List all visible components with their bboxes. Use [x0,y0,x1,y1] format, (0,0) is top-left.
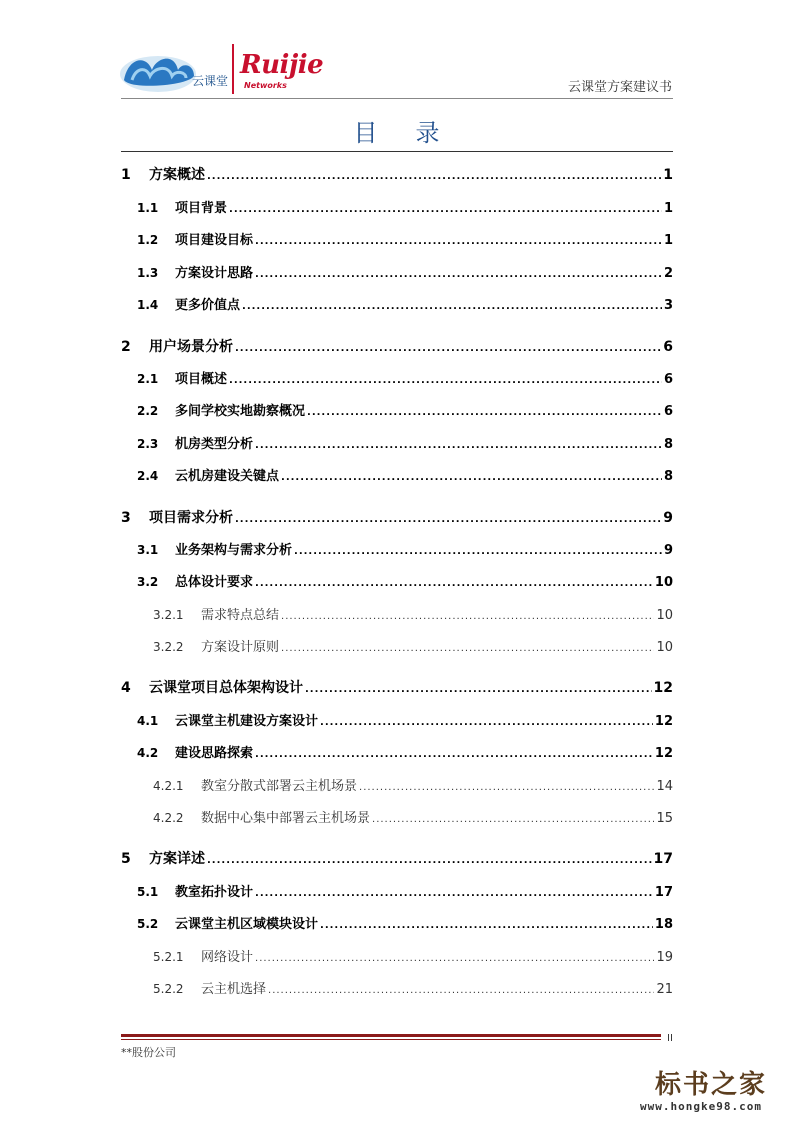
toc-entry[interactable] [121,807,673,827]
toc-dot-leader [229,204,662,215]
toc-dot-leader [281,643,654,654]
toc-dot-leader [281,472,662,483]
toc-dot-leader [320,920,653,931]
footer-divider-thin [121,1039,661,1040]
toc-entry-number: 1 [121,167,131,183]
toc-entry[interactable] [121,262,673,282]
toc-entry-number: 1.3 [137,266,159,280]
toc-dot-leader [255,953,654,964]
toc-entry-number: 4 [121,680,131,696]
toc-dot-leader [320,717,653,728]
toc-entry-page: 1 [663,233,673,248]
toc-dot-leader [207,855,652,866]
brand-subtitle: Networks [244,81,287,90]
toc-entry-page: 18 [654,917,673,932]
toc-entry-label: 更多价值点 [175,298,241,313]
toc-entry-page: 2 [663,266,673,281]
toc-entry-page: 9 [663,510,673,526]
toc-entry-page: 15 [656,811,673,826]
toc-entry-label: 云课堂项目总体架构设计 [149,680,303,696]
toc-entry-page: 10 [656,608,673,623]
toc-entry-label: 网络设计 [201,950,254,965]
toc-entry[interactable] [121,368,673,388]
logo-text: 云课堂 [192,74,229,88]
brand-name: Ruijie [240,50,324,80]
toc-entry[interactable] [121,400,673,420]
toc-entry-number: 3 [121,510,131,526]
toc-entry-label: 业务架构与需求分析 [175,543,293,558]
page-number: II [667,1033,673,1044]
toc-dot-leader [207,171,661,182]
toc-entry-label: 项目概述 [175,372,228,387]
toc-entry-number: 5.1 [137,885,159,899]
toc-dot-leader [255,888,653,899]
toc-entry[interactable] [121,539,673,559]
toc-dot-leader [255,578,653,589]
toc-entry-number: 5 [121,851,131,867]
toc-entry[interactable] [121,229,673,249]
toc-entry-page: 8 [663,469,673,484]
toc-entry-page: 9 [663,543,673,558]
toc-entry-label: 云课堂主机区域模块设计 [175,917,319,932]
toc-heading: 目录 [353,119,478,147]
toc-entry[interactable] [121,742,673,762]
toc-entry-label: 教室分散式部署云主机场景 [201,779,358,794]
toc-entry-number: 3.2 [137,575,159,589]
toc-entry-page: 17 [654,885,673,900]
toc-entry-page: 6 [663,404,673,419]
toc-dot-leader [229,375,662,386]
toc-entry[interactable] [121,848,673,868]
toc-entry-page: 8 [663,437,673,452]
watermark-title: 标书之家 [655,1070,768,1100]
footer-divider [121,1034,661,1037]
toc-entry[interactable] [121,507,673,527]
toc-entry-page: 12 [654,746,673,761]
toc-entry[interactable] [121,881,673,901]
toc-entry-label: 项目背景 [175,201,228,216]
toc-entry-page: 1 [663,167,673,183]
watermark-url: www.hongke98.com [640,1100,762,1113]
header-divider [121,98,673,99]
toc-entry-page: 21 [656,982,673,997]
toc-entry[interactable] [121,164,673,184]
toc-dot-leader [255,749,653,760]
company-name: **股份公司 [121,1046,176,1059]
toc-entry[interactable] [121,571,673,591]
toc-entry-label: 方案概述 [149,167,205,183]
toc-entry-number: 2.3 [137,437,159,451]
toc-entry-number: 3.2.1 [153,608,184,622]
toc-entry-number: 2.1 [137,372,159,386]
toc-entry-page: 10 [654,575,673,590]
toc-entry-page: 19 [656,950,673,965]
document-title: 云课堂方案建议书 [567,80,672,95]
toc-dot-leader [305,684,652,695]
toc-entry[interactable] [121,636,673,656]
toc-entry[interactable] [121,294,673,314]
toc-entry-label: 云课堂主机建设方案设计 [175,714,319,729]
toc-entry-label: 需求特点总结 [201,608,280,623]
toc-dot-leader [281,611,654,622]
toc-dot-leader [242,301,662,312]
toc-entry-label: 多间学校实地勘察概况 [175,404,306,419]
toc-dot-leader [307,407,662,418]
toc-entry-number: 4.2 [137,746,159,760]
toc-entry-number: 4.2.1 [153,779,184,793]
toc-dot-leader [359,782,654,793]
toc-entry-label: 总体设计要求 [175,575,254,590]
toc-entry-label: 方案设计原则 [201,640,280,655]
toc-entry-number: 1.4 [137,298,159,312]
toc-entry-number: 1.2 [137,233,159,247]
toc-entry[interactable] [121,913,673,933]
toc-entry-label: 教室拓扑设计 [175,885,254,900]
toc-entry-number: 2.4 [137,469,159,483]
toc-entry-label: 云机房建设关键点 [175,469,280,484]
toc-entry-number: 5.2 [137,917,159,931]
toc-entry[interactable] [121,978,673,998]
toc-entry-label: 用户场景分析 [149,339,233,355]
toc-entry-page: 12 [654,714,673,729]
toc-entry-label: 建设思路探索 [175,746,254,761]
toc-entry-number: 3.2.2 [153,640,184,654]
toc-entry-label: 数据中心集中部署云主机场景 [201,811,371,826]
toc-dot-leader [294,546,662,557]
toc-dot-leader [268,985,654,996]
toc-dot-leader [235,343,661,354]
toc-entry[interactable] [121,465,673,485]
toc-entry[interactable] [121,197,673,217]
toc-dot-leader [372,814,654,825]
toc-entry-label: 方案详述 [149,851,205,867]
toc-entry-page: 10 [656,640,673,655]
toc-entry-page: 6 [663,339,673,355]
toc-entry-page: 1 [663,201,673,216]
toc-dot-leader [255,269,662,280]
toc-entry-label: 项目建设目标 [175,233,254,248]
toc-entry-number: 2.2 [137,404,159,418]
toc-entry[interactable] [121,336,673,356]
toc-entry-page: 3 [663,298,673,313]
toc-entry-number: 4.2.2 [153,811,184,825]
toc-entry[interactable] [121,946,673,966]
toc-entry-label: 方案设计思路 [175,266,254,281]
toc-entry-page: 17 [653,851,673,867]
toc-entry[interactable] [121,677,673,697]
toc-entry[interactable] [121,775,673,795]
toc-entry-page: 12 [653,680,673,696]
toc-entry-number: 1.1 [137,201,159,215]
toc-entry-number: 3.1 [137,543,159,557]
toc-entry[interactable] [121,604,673,624]
toc-divider [121,151,673,152]
toc-dot-leader [255,236,662,247]
toc-entry-number: 2 [121,339,131,355]
toc-entry-number: 5.2.2 [153,982,184,996]
toc-entry[interactable] [121,433,673,453]
toc-entry[interactable] [121,710,673,730]
toc-entry-label: 云主机选择 [201,982,267,997]
toc-dot-leader [255,440,662,451]
toc-entry-label: 项目需求分析 [149,510,233,526]
toc-entry-number: 4.1 [137,714,159,728]
toc-entry-page: 6 [663,372,673,387]
toc-entry-page: 14 [656,779,673,794]
toc-entry-number: 5.2.1 [153,950,184,964]
logo-divider [232,44,234,94]
cloud-logo-icon [118,40,198,96]
toc-dot-leader [235,514,661,525]
toc-entry-label: 机房类型分析 [175,437,254,452]
